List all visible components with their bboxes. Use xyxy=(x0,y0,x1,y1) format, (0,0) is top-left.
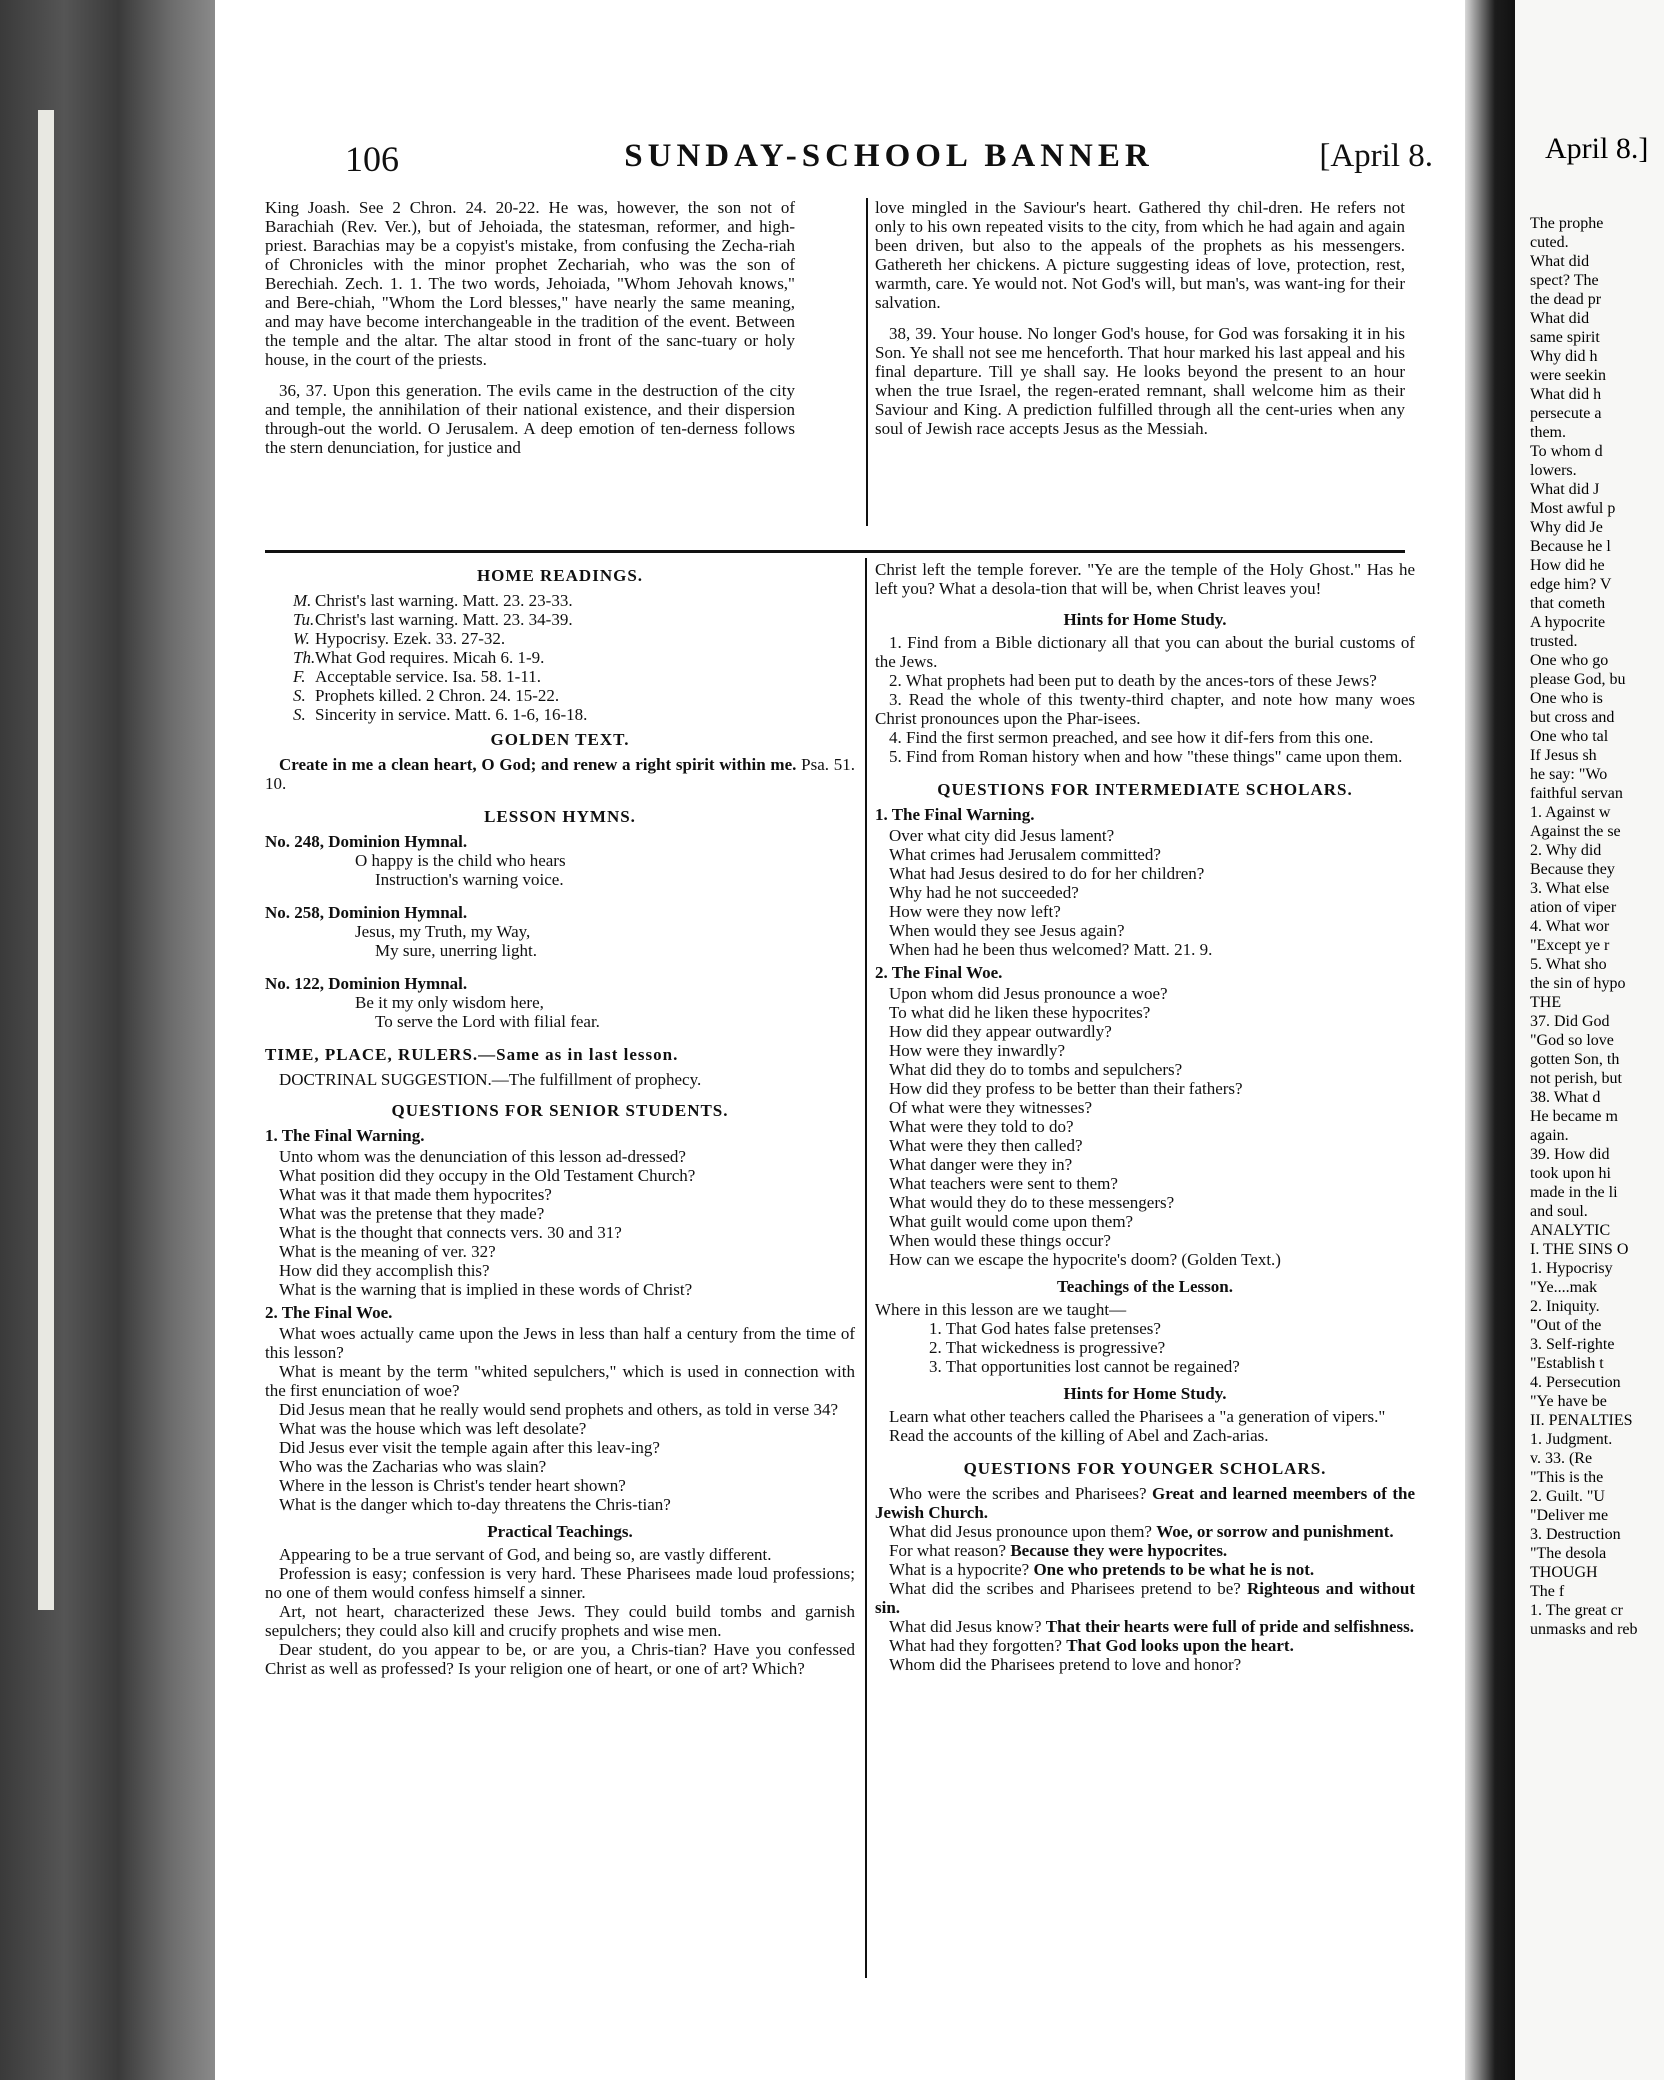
golden-text-verse: Create in me a clean heart, O God; and renew a right spirit within me. xyxy=(279,755,797,774)
question: What position did they occupy in the Old Testament Church? xyxy=(279,1166,696,1185)
facing-page-line: again. xyxy=(1530,1127,1569,1144)
hymn-number: No. 248, Dominion Hymnal. xyxy=(265,832,468,851)
golden-text-heading: GOLDEN TEXT. xyxy=(490,730,630,749)
note-paragraph: love mingled in the Saviour's heart. Gathered thy chil-dren. He refers not only to his own repeated visits to the city, from which he had again and again been driven, but also to the appeals of the prophets as his messengers. Gathereth her chickens. A picture suggesting ideas of love, protection, rest, warmth, care. Ye would not. Not God's will, but man's, was want-ing for their salvation. xyxy=(875,198,1405,312)
hymn-line: My sure, unerring light. xyxy=(375,941,537,960)
facing-page-line: v. 33. (Re xyxy=(1530,1450,1593,1467)
reading-row xyxy=(293,667,855,686)
senior-section-2-title: 2. The Final Woe. xyxy=(265,1303,393,1322)
question: When had he been thus welcomed? Matt. 21. 9. xyxy=(889,940,1213,959)
teaching-item: 2. That wickedness is progressive? xyxy=(929,1338,1166,1357)
question: What was the pretense that they made? xyxy=(279,1204,545,1223)
question: Why had he not succeeded? xyxy=(889,883,1079,902)
hint-item: Learn what other teachers called the Pharisees a "a generation of vipers." xyxy=(889,1407,1386,1426)
facing-page-line: "Deliver me xyxy=(1530,1507,1609,1524)
reading-row xyxy=(293,648,855,667)
reading-text: What God requires. Micah 6. 1-9. xyxy=(315,648,545,667)
facing-page-line: 1. Against w xyxy=(1530,804,1611,821)
teaching-paragraph: Appearing to be a true servant of God, and being so, are vastly different. xyxy=(279,1545,772,1564)
facing-page-line: ation of viper xyxy=(1530,899,1617,916)
facing-page-line: spect? The xyxy=(1530,272,1599,289)
question: What had Jesus desired to do for her children? xyxy=(889,864,1205,883)
facing-page-line: the dead pr xyxy=(1530,291,1602,308)
facing-page-line: April 8.] xyxy=(1545,132,1649,165)
reading-row xyxy=(293,610,855,629)
teaching-paragraph: Art, not heart, characterized these Jews. They could build tombs and garnish sepulchers; they could also kill and crucify prophets and wise men. xyxy=(265,1602,855,1640)
reading-row xyxy=(293,686,855,705)
facing-page-line: "Establish t xyxy=(1530,1355,1604,1372)
golden-text-reference: Psa. 51. 10. xyxy=(265,755,856,793)
question: Over what city did Jesus lament? xyxy=(889,826,1115,845)
senior-section-1-title: 1. The Final Warning. xyxy=(265,1126,425,1145)
facing-page-line: II. PENALTIES xyxy=(1530,1412,1633,1429)
facing-page-line: but cross and xyxy=(1530,709,1615,726)
hymn-line: O happy is the child who hears xyxy=(355,851,566,870)
question-text: What is a hypocrite? xyxy=(889,1560,1030,1579)
question-text: Whom did the Pharisees pretend to love and honor? xyxy=(889,1655,1242,1674)
qa-item xyxy=(875,1636,1415,1655)
reading-row xyxy=(293,629,855,648)
question: What guilt would come upon them? xyxy=(889,1212,1134,1231)
hymn-entry xyxy=(265,903,855,960)
hymn-line: Jesus, my Truth, my Way, xyxy=(355,922,531,941)
facing-page-line: Most awful p xyxy=(1530,500,1616,517)
facing-page-line: "Out of the xyxy=(1530,1317,1602,1334)
teachings-heading: Teachings of the Lesson. xyxy=(1056,1277,1233,1296)
question: What teachers were sent to them? xyxy=(889,1174,1118,1193)
facing-page-line: "Except ye r xyxy=(1530,937,1610,954)
notes-left-column xyxy=(265,198,795,469)
teaching-paragraph: Dear student, do you appear to be, or are you, a Chris-tian? Have you confessed Christ as well as professed? Is your religion one of heart, or one of art? Which? xyxy=(265,1640,855,1678)
hymn-line: To serve the Lord with filial fear. xyxy=(375,1012,600,1031)
facing-page-line: gotten Son, th xyxy=(1530,1051,1620,1068)
question-text: What did Jesus pronounce upon them? xyxy=(889,1522,1152,1541)
intermediate-questions-heading: QUESTIONS FOR INTERMEDIATE SCHOLARS. xyxy=(937,780,1353,799)
facing-page-line: 2. Guilt. "U xyxy=(1530,1488,1605,1505)
teaching-item: 3. That opportunities lost cannot be regained? xyxy=(929,1357,1240,1376)
question: What is meant by the term "whited sepulchers," which is used in connection with the first enunciation of woe? xyxy=(265,1362,855,1400)
facing-page-line: 38. What d xyxy=(1530,1089,1601,1106)
facing-page-line: 2. Why did xyxy=(1530,842,1602,859)
question: To what did he liken these hypocrites? xyxy=(889,1003,1151,1022)
facing-page-line: How did he xyxy=(1530,557,1605,574)
answer-text: That God looks upon the heart. xyxy=(1066,1636,1294,1655)
facing-page-line: 3. What else xyxy=(1530,880,1610,897)
lesson-hymns-heading: LESSON HYMNS. xyxy=(484,807,636,826)
question: How did they appear outwardly? xyxy=(889,1022,1112,1041)
facing-page-line: One who is xyxy=(1530,690,1603,707)
facing-page-line: persecute a xyxy=(1530,405,1602,422)
facing-page-line: lowers. xyxy=(1530,462,1577,479)
reading-text: Sincerity in service. Matt. 6. 1-6, 16-18. xyxy=(315,705,588,724)
facing-page-line: "The desola xyxy=(1530,1545,1607,1562)
answer-text: Great and learned meembers of the Jewish Church. xyxy=(875,1484,1415,1522)
question: What is the danger which to-day threatens the Chris-tian? xyxy=(279,1495,671,1514)
question: What were they told to do? xyxy=(889,1117,1074,1136)
qa-item xyxy=(875,1617,1415,1636)
home-readings-list xyxy=(293,591,855,724)
practical-teachings-heading: Practical Teachings. xyxy=(487,1522,633,1541)
hint-item: Read the accounts of the killing of Abel and Zach-arias. xyxy=(889,1426,1269,1445)
note-paragraph: 38, 39. Your house. No longer God's house, for God was forsaking it in his Son. Ye shall not see me henceforth. That hour marked his last appeal and his final departure. Till ye shall say. He looks beyond the present to an hour when the true Israel, the regen-erated remnant, shall welcome him as their Saviour and King. A prediction fulfilled through all the cent-uries when any soul of Jewish race accepts Jesus as the Messiah. xyxy=(875,324,1405,438)
intermediate-section-1-title: 1. The Final Warning. xyxy=(875,805,1035,824)
column-rule xyxy=(866,198,868,526)
page-106 xyxy=(215,0,1465,2080)
question: Of what were they witnesses? xyxy=(889,1098,1092,1117)
intermediate-section-1-questions xyxy=(875,826,1415,959)
facing-page-line: 2. Iniquity. xyxy=(1530,1298,1600,1315)
reading-text: Christ's last warning. Matt. 23. 34-39. xyxy=(315,610,573,629)
younger-questions-heading: QUESTIONS FOR YOUNGER SCHOLARS. xyxy=(963,1459,1327,1478)
question: What was the house which was left desolate? xyxy=(279,1419,587,1438)
senior-section-2-questions xyxy=(265,1324,855,1514)
teaching-item: 1. That God hates false pretenses? xyxy=(929,1319,1161,1338)
reading-text: Acceptable service. Isa. 58. 1-11. xyxy=(315,667,541,686)
question: Did Jesus mean that he really would send prophets and others, as told in verse 34? xyxy=(279,1400,838,1419)
question: When would these things occur? xyxy=(889,1231,1111,1250)
younger-questions-list xyxy=(875,1484,1415,1674)
facing-page-line: 5. What sho xyxy=(1530,956,1607,973)
golden-text xyxy=(265,755,855,793)
facing-page-line: THOUGH xyxy=(1530,1564,1598,1581)
facing-page-line: that cometh xyxy=(1530,595,1606,612)
home-readings-heading: HOME READINGS. xyxy=(476,566,644,585)
answer-text: Because they were hypocrites. xyxy=(1010,1541,1228,1560)
practical-teachings-list xyxy=(265,1545,855,1678)
question: Who was the Zacharias who was slain? xyxy=(279,1457,547,1476)
hint-item: 2. What prophets had been put to death by the ances-tors of these Jews? xyxy=(889,671,1377,690)
facing-page-line: 3. Destruction xyxy=(1530,1526,1621,1543)
question-text: What had they forgotten? xyxy=(889,1636,1062,1655)
facing-page-line: 37. Did God xyxy=(1530,1013,1610,1030)
facing-page-line: 1. Judgment. xyxy=(1530,1431,1613,1448)
question: What woes actually came upon the Jews in less than half a century from the time of this lesson? xyxy=(265,1324,855,1362)
facing-page-line: ANALYTIC xyxy=(1530,1222,1611,1239)
note-paragraph: 36, 37. Upon this generation. The evils came in the destruction of the city and temple, the annihilation of their national existence, and their dispersion through-out the world. O Jerusalem. A deep emotion of ten-derness follows the stern denunciation, for justice and xyxy=(265,381,795,457)
facing-page-line: not perish, but xyxy=(1530,1070,1622,1087)
hymn-number: No. 258, Dominion Hymnal. xyxy=(265,903,468,922)
facing-page-line: What did xyxy=(1530,310,1590,327)
question-text: What did Jesus know? xyxy=(889,1617,1042,1636)
hymn-entry xyxy=(265,832,855,889)
question: What is the thought that connects vers. 30 and 31? xyxy=(279,1223,622,1242)
question: What is the warning that is implied in these words of Christ? xyxy=(279,1280,693,1299)
qa-item xyxy=(875,1560,1415,1579)
hints-heading: Hints for Home Study. xyxy=(1063,610,1227,629)
notes-right-column xyxy=(875,198,1405,450)
note-paragraph: King Joash. See 2 Chron. 24. 20-22. He was, however, the son not of Barachiah (Rev. Ver.), but of Jehoiada, the statesman, reformer, and high-priest. Barachias may be a copyist's mistake, from confusing the Zecha-riah of Chronicles with the minor prophet Zechariah, who was the son of Berechiah. Zech. 1. 1. The two words, Jehoiada, "Whom Jehovah knows," and Bere-chiah, "Whom the Lord blesses," have nearly the same meaning, and may have become interchangeable in the tradition of the event. Between the temple and the altar. The altar stood in front of the sanc-tuary or holy house, in the court of the priests. xyxy=(265,198,795,369)
hint-item: 3. Read the whole of this twenty-third chapter, and note how many woes Christ pronounces upon the Phar-isees. xyxy=(875,690,1415,728)
facing-page-line: unmasks and reb xyxy=(1530,1621,1638,1638)
hint-item: 5. Find from Roman history when and how "these things" came upon them. xyxy=(889,747,1403,766)
hints-heading-2: Hints for Home Study. xyxy=(1063,1384,1227,1403)
facing-page-line: "Ye have be xyxy=(1530,1393,1607,1410)
reading-text: Christ's last warning. Matt. 23. 23-33. xyxy=(315,591,573,610)
hymn-line: Instruction's warning voice. xyxy=(375,870,564,889)
time-place-rulers: TIME, PLACE, RULERS.—Same as in last lesson. xyxy=(265,1045,679,1064)
reading-text: Hypocrisy. Ezek. 33. 27-32. xyxy=(315,629,506,648)
answer-text: Woe, or sorrow and punishment. xyxy=(1156,1522,1394,1541)
facing-page-line: What did h xyxy=(1530,386,1602,403)
hints-list xyxy=(875,633,1415,766)
facing-page-line: Why did Je xyxy=(1530,519,1603,536)
question-text: What did the scribes and Pharisees pretend to be? xyxy=(889,1579,1241,1598)
facing-page-line: cuted. xyxy=(1530,234,1569,251)
question: What would they do to these messengers? xyxy=(889,1193,1175,1212)
facing-page-line: What did xyxy=(1530,253,1590,270)
journal-title: SUNDAY-SCHOOL BANNER xyxy=(624,138,1154,174)
facing-page-line: He became m xyxy=(1530,1108,1618,1125)
answer-text: That their hearts were full of pride and selfishness. xyxy=(1045,1617,1414,1636)
question: What did they do to tombs and sepulchers? xyxy=(889,1060,1183,1079)
intermediate-section-2-questions xyxy=(875,984,1415,1269)
hint-item: 1. Find from a Bible dictionary all that you can about the burial customs of the Jews. xyxy=(875,633,1415,671)
issue-date: [April 8. xyxy=(1319,138,1433,174)
hint-item: 4. Find the first sermon preached, and see how it dif-fers from this one. xyxy=(889,728,1374,747)
question: What crimes had Jerusalem committed? xyxy=(889,845,1161,864)
facing-page-line: he say: "Wo xyxy=(1530,766,1608,783)
question: What is the meaning of ver. 32? xyxy=(279,1242,496,1261)
facing-page-line: please God, bu xyxy=(1530,671,1626,688)
facing-page-line: The f xyxy=(1530,1583,1565,1600)
running-header xyxy=(345,138,1433,188)
facing-page-line: 1. Hypocrisy xyxy=(1530,1260,1613,1277)
question: How were they now left? xyxy=(889,902,1061,921)
continuation-paragraph: Christ left the temple forever. "Ye are the temple of the Holy Ghost." Has he left you? What a desola-tion that will be, when Christ leaves you! xyxy=(875,560,1415,598)
hymn-line: Be it my only wisdom here, xyxy=(355,993,544,1012)
qa-item xyxy=(875,1484,1415,1522)
reading-day: W. xyxy=(293,629,310,648)
question: Where in the lesson is Christ's tender heart shown? xyxy=(279,1476,626,1495)
facing-page-line: "Ye....mak xyxy=(1530,1279,1598,1296)
facing-page-line: the sin of hypo xyxy=(1530,975,1626,992)
facing-page-line: 4. Persecution xyxy=(1530,1374,1621,1391)
facing-page-line: Because they xyxy=(1530,861,1615,878)
qa-item xyxy=(875,1522,1415,1541)
senior-questions-heading: QUESTIONS FOR SENIOR STUDENTS. xyxy=(391,1101,729,1120)
question: Did Jesus ever visit the temple again after this leav-ing? xyxy=(279,1438,660,1457)
book-gutter xyxy=(1465,0,1515,2080)
facing-page-line: What did J xyxy=(1530,481,1600,498)
facing-page-line: 1. The great cr xyxy=(1530,1602,1623,1619)
facing-page-line: 39. How did xyxy=(1530,1146,1610,1163)
qa-item xyxy=(875,1541,1415,1560)
facing-page-line: trusted. xyxy=(1530,633,1578,650)
doctrinal-suggestion: DOCTRINAL SUGGESTION.—The fulfillment of prophecy. xyxy=(279,1070,702,1089)
question: What was it that made them hypocrites? xyxy=(279,1185,552,1204)
question-text: For what reason? xyxy=(889,1541,1007,1560)
facing-page-line: them. xyxy=(1530,424,1566,441)
facing-page-line: "God so love xyxy=(1530,1032,1614,1049)
teachings-intro: Where in this lesson are we taught— xyxy=(875,1300,1127,1319)
hints-list-2 xyxy=(875,1407,1415,1445)
facing-page-line: were seekin xyxy=(1530,367,1606,384)
hymn-entry xyxy=(265,974,855,1031)
question: When would they see Jesus again? xyxy=(889,921,1125,940)
facing-page-line: A hypocrite xyxy=(1530,614,1606,631)
reading-day: Th. xyxy=(293,648,316,667)
answer-text: Righteous and without sin. xyxy=(875,1579,1416,1617)
question: How did they accomplish this? xyxy=(279,1261,490,1280)
binding-paper-strip xyxy=(38,110,54,1610)
facing-page-line: Against the se xyxy=(1530,823,1621,840)
left-lower-column xyxy=(265,560,855,1678)
facing-page-line: and soul. xyxy=(1530,1203,1588,1220)
facing-page-line: Why did h xyxy=(1530,348,1598,365)
facing-page-line: made in the li xyxy=(1530,1184,1618,1201)
intermediate-section-2-title: 2. The Final Woe. xyxy=(875,963,1003,982)
question: What danger were they in? xyxy=(889,1155,1073,1174)
facing-page-line: 3. Self-righte xyxy=(1530,1336,1615,1353)
reading-day: F. xyxy=(293,667,306,686)
facing-page-edge xyxy=(1515,0,1664,2080)
senior-section-1-questions xyxy=(265,1147,855,1299)
hymn-list xyxy=(265,832,855,1031)
reading-row xyxy=(293,705,855,724)
facing-page-line: edge him? V xyxy=(1530,576,1612,593)
question: How can we escape the hypocrite's doom? (Golden Text.) xyxy=(889,1250,1281,1269)
facing-page-line: "This is the xyxy=(1530,1469,1604,1486)
facing-page-line: One who go xyxy=(1530,652,1609,669)
column-rule xyxy=(865,558,867,1978)
facing-page-line: faithful servan xyxy=(1530,785,1623,802)
question: What were they then called? xyxy=(889,1136,1083,1155)
facing-page-line: Because he l xyxy=(1530,538,1611,555)
qa-item xyxy=(875,1579,1415,1617)
question: Unto whom was the denunciation of this lesson ad-dressed? xyxy=(279,1147,686,1166)
reading-text: Prophets killed. 2 Chron. 24. 15-22. xyxy=(315,686,560,705)
facing-page-line: I. THE SINS O xyxy=(1530,1241,1629,1258)
section-divider xyxy=(265,550,1405,553)
qa-item xyxy=(875,1655,1415,1674)
facing-page-line: To whom d xyxy=(1530,443,1603,460)
question: Upon whom did Jesus pronounce a woe? xyxy=(889,984,1168,1003)
teachings-list xyxy=(875,1319,1415,1376)
reading-row xyxy=(293,591,855,610)
facing-page-line: same spirit xyxy=(1530,329,1600,346)
reading-day: S. xyxy=(293,705,306,724)
right-lower-column xyxy=(875,560,1415,1674)
question-text: Who were the scribes and Pharisees? xyxy=(889,1484,1147,1503)
facing-page-line: THE xyxy=(1530,994,1562,1011)
question: How did they profess to be better than their fathers? xyxy=(889,1079,1243,1098)
book-binding xyxy=(0,0,215,2080)
facing-page-line: took upon hi xyxy=(1530,1165,1611,1182)
answer-text: One who pretends to be what he is not. xyxy=(1033,1560,1315,1579)
teaching-paragraph: Profession is easy; confession is very hard. These Pharisees made loud professions; no one of them would confess himself a sinner. xyxy=(265,1564,855,1602)
facing-page-line: 4. What wor xyxy=(1530,918,1610,935)
facing-page-line: The prophe xyxy=(1530,215,1604,232)
hymn-number: No. 122, Dominion Hymnal. xyxy=(265,974,468,993)
facing-page-line: If Jesus sh xyxy=(1530,747,1597,764)
facing-page-line: One who tal xyxy=(1530,728,1609,745)
reading-day: M. xyxy=(293,591,312,610)
reading-day: Tu. xyxy=(293,610,315,629)
reading-day: S. xyxy=(293,686,306,705)
question: How were they inwardly? xyxy=(889,1041,1066,1060)
page-number: 106 xyxy=(345,139,399,179)
